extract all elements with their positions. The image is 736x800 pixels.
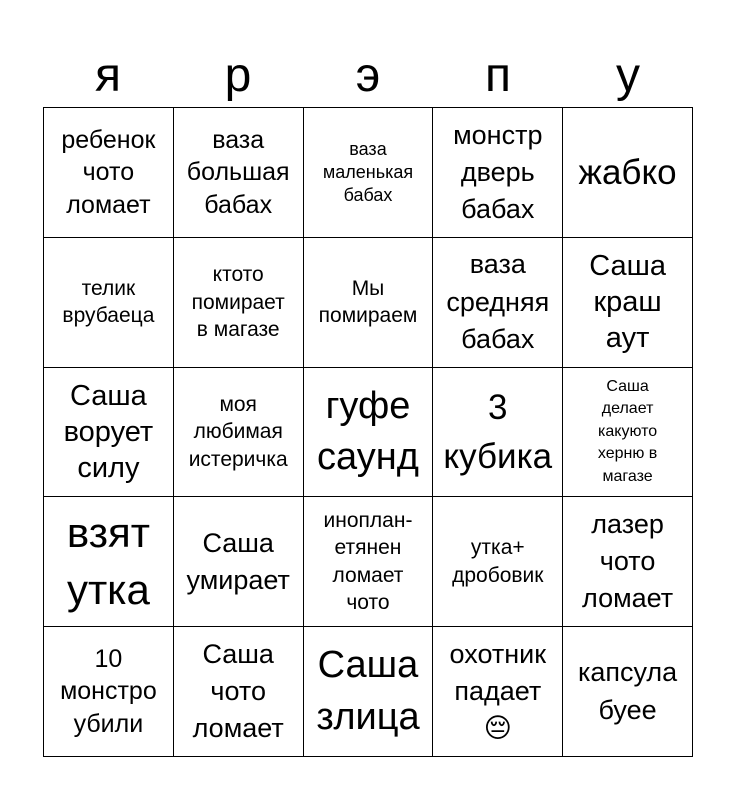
bingo-cell[interactable]: утка+ дробовик: [433, 497, 563, 627]
bingo-cell[interactable]: иноплан- етянен ломает чото: [304, 497, 434, 627]
header-letter: р: [224, 49, 252, 102]
bingo-cell[interactable]: 3 кубика: [433, 368, 563, 498]
bingo-cell[interactable]: Саша чото ломает: [174, 627, 304, 757]
bingo-cell[interactable]: Саша ворует силу: [44, 368, 174, 498]
header-letter: э: [355, 49, 381, 102]
bingo-cell[interactable]: моя любимая истеричка: [174, 368, 304, 498]
bingo-cell[interactable]: ваза большая бабах: [174, 108, 304, 238]
header-letter: у: [616, 49, 640, 102]
header-letter: я: [95, 49, 121, 102]
bingo-cell[interactable]: 10 монстро убили: [44, 627, 174, 757]
bingo-cell[interactable]: ваза маленькая бабах: [304, 108, 434, 238]
bingo-cell[interactable]: лазер чото ломает: [563, 497, 693, 627]
bingo-cell[interactable]: Мы помираем: [304, 238, 434, 368]
bingo-cell[interactable]: Саша делает какуюто херню в магазе: [563, 368, 693, 498]
bingo-cell[interactable]: Саша умирает: [174, 497, 304, 627]
header-letter: п: [485, 49, 511, 102]
bingo-cell[interactable]: жабко: [563, 108, 693, 238]
bingo-cell[interactable]: Саша злица: [304, 627, 434, 757]
bingo-cell[interactable]: ребенок чото ломает: [44, 108, 174, 238]
bingo-header: [43, 45, 693, 107]
bingo-cell[interactable]: монстр дверь бабах: [433, 108, 563, 238]
bingo-cell[interactable]: телик врубаеца: [44, 238, 174, 368]
bingo-cell[interactable]: капсула буее: [563, 627, 693, 757]
bingo-cell[interactable]: ваза средняя бабах: [433, 238, 563, 368]
bingo-board: [43, 107, 693, 757]
bingo-cell[interactable]: ктото помирает в магазе: [174, 238, 304, 368]
bingo-cell[interactable]: гуфе саунд: [304, 368, 434, 498]
bingo-cell[interactable]: взят утка: [44, 497, 174, 627]
bingo-cell[interactable]: Саша краш аут: [563, 238, 693, 368]
bingo-cell[interactable]: охотник падает 😔: [433, 627, 563, 757]
